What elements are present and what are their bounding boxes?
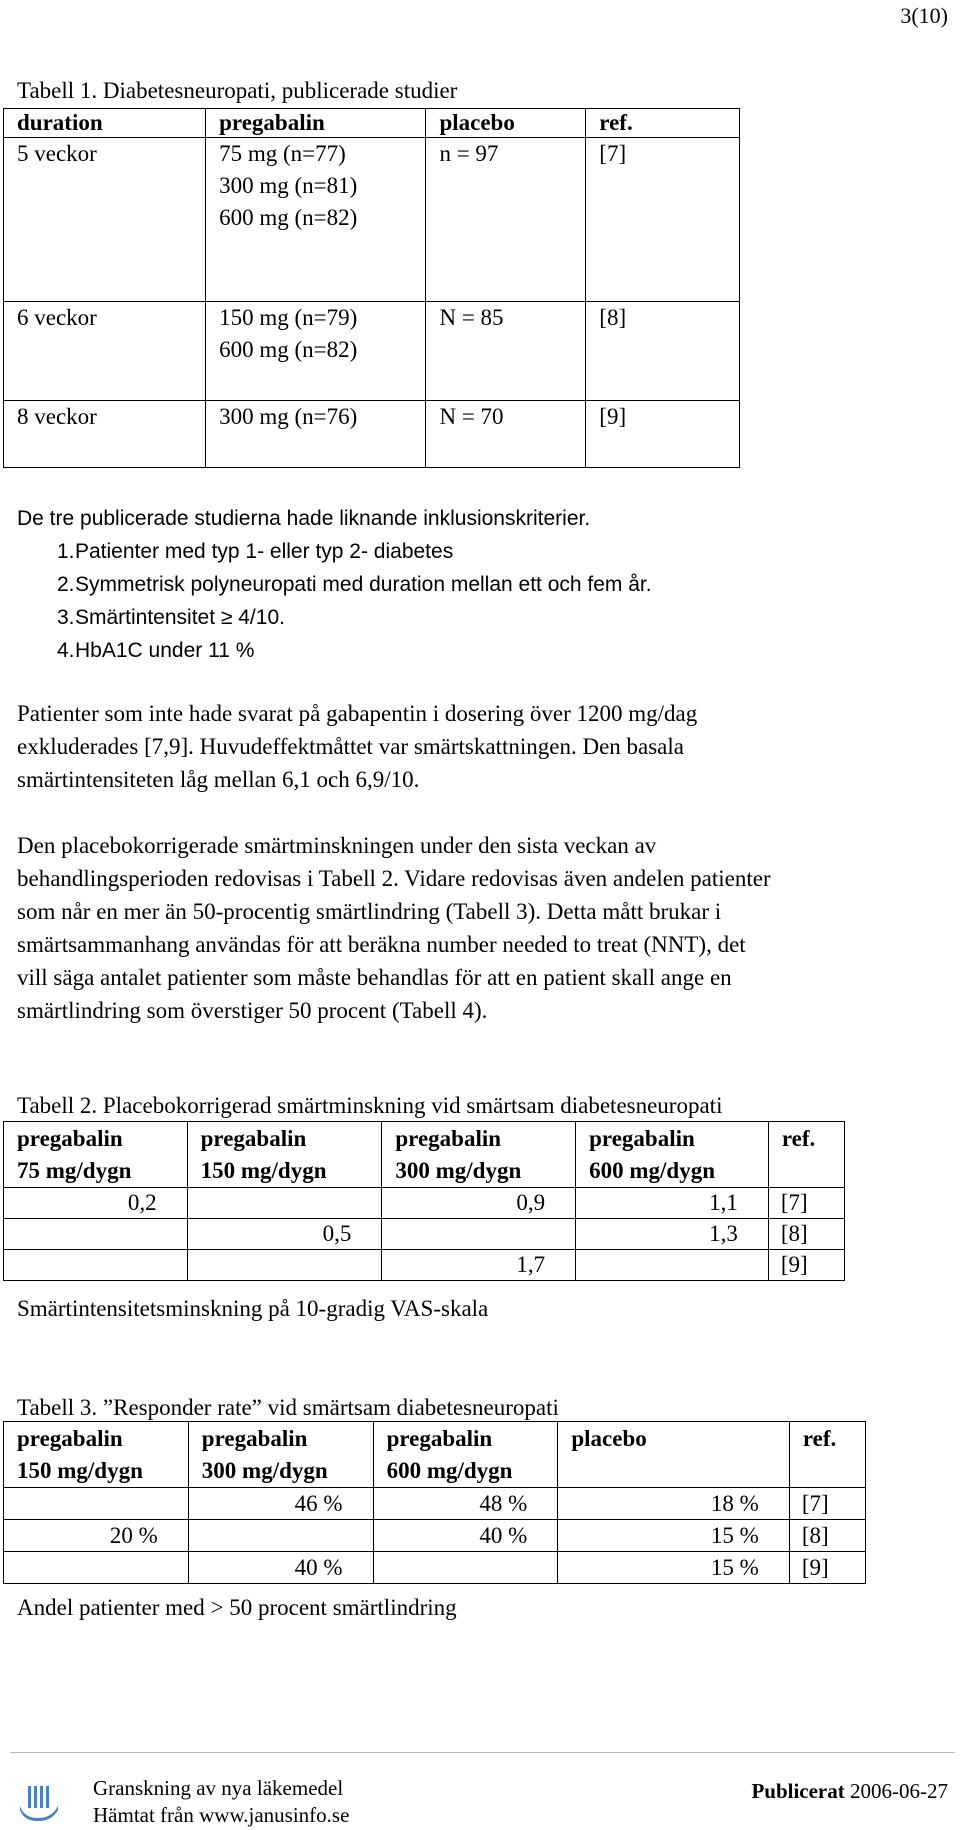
table1-cell: N = 85: [426, 302, 586, 401]
table-row: [4, 1520, 866, 1552]
table-row: [4, 1488, 866, 1520]
table3-cell: [9]: [789, 1552, 865, 1584]
table1-header: placebo: [426, 109, 586, 138]
table2-cell: 0,2: [4, 1188, 188, 1219]
table3-cell: [7]: [789, 1488, 865, 1520]
table1-cell: [8]: [586, 302, 740, 401]
table2-cell: [7]: [768, 1188, 844, 1219]
table1-cell: 5 veckor: [4, 138, 206, 302]
table2-cell: [187, 1188, 382, 1219]
table-row: [4, 1219, 845, 1250]
table3-cell: [8]: [789, 1520, 865, 1552]
table3-cell: [4, 1552, 189, 1584]
footer-divider: [10, 1752, 955, 1753]
paragraph-line: smärtsammanhang användas för att beräkna number needed to treat (NNT), det: [17, 932, 746, 957]
table1-cell: n = 97: [426, 138, 586, 302]
table1-caption: Tabell 1. Diabetesneuropati, publicerade studier: [17, 78, 458, 103]
table3-cell: 46 %: [188, 1488, 373, 1520]
published-label: Publicerat: [751, 1779, 845, 1803]
criteria-item: 3. Smärtintensitet ≥ 4/10.: [57, 606, 285, 629]
table3-cell: [373, 1552, 558, 1584]
table3-cell: 40 %: [373, 1520, 558, 1552]
table3-note: Andel patienter med > 50 procent smärtlindring: [17, 1595, 457, 1620]
table1-header: duration: [4, 109, 206, 138]
table3-header: pregabalin 300 mg/dygn: [188, 1422, 373, 1488]
table-row: [4, 1188, 845, 1219]
table1-cell: 150 mg (n=79) 600 mg (n=82): [206, 302, 426, 401]
table1-cell: [9]: [586, 401, 740, 468]
table2: [3, 1121, 845, 1281]
table1: [3, 108, 740, 468]
table2-header: pregabalin 150 mg/dygn: [187, 1122, 382, 1188]
table2-cell: [187, 1250, 382, 1281]
table2-header: pregabalin 600 mg/dygn: [576, 1122, 769, 1188]
footer-source: [93, 1775, 349, 1829]
paragraph-line: exkluderades [7,9]. Huvudeffektmåttet var smärtskattningen. Den basala: [17, 734, 684, 759]
table1-cell: 300 mg (n=76): [206, 401, 426, 468]
table3-cell: [4, 1488, 189, 1520]
table2-cell: [9]: [768, 1250, 844, 1281]
table2-cell: 1,1: [576, 1188, 769, 1219]
paragraph-line: vill säga antalet patienter som måste behandlas för att en patient skall ange en: [17, 965, 732, 990]
criteria-item: 4. HbA1C under 11 %: [57, 639, 255, 662]
table3-cell: 20 %: [4, 1520, 189, 1552]
paragraph-line: Den placebokorrigerade smärtminskningen under den sista veckan av: [17, 833, 657, 858]
table3-header: pregabalin 600 mg/dygn: [373, 1422, 558, 1488]
table2-cell: 0,9: [382, 1188, 576, 1219]
table-row: [4, 302, 740, 401]
table2-cell: [4, 1250, 188, 1281]
table-row: [4, 1552, 866, 1584]
table1-cell: [7]: [586, 138, 740, 302]
table3: [3, 1421, 866, 1584]
footer-link[interactable]: Hämtat från www.janusinfo.se: [93, 1803, 350, 1827]
table3-cell: 18 %: [558, 1488, 789, 1520]
paragraph-line: behandlingsperioden redovisas i Tabell 2. Vidare redovisas även andelen patienter: [17, 866, 771, 891]
table1-header: pregabalin: [206, 109, 426, 138]
table3-caption: Tabell 3. ”Responder rate” vid smärtsam diabetesneuropati: [17, 1395, 559, 1420]
published-date: 2006-06-27: [850, 1779, 948, 1803]
table2-caption: Tabell 2. Placebokorrigerad smärtminskning vid smärtsam diabetesneuropati: [17, 1093, 723, 1118]
table2-cell: 1,3: [576, 1219, 769, 1250]
table3-cell: 48 %: [373, 1488, 558, 1520]
table2-cell: [8]: [768, 1219, 844, 1250]
footer-title: Granskning av nya läkemedel: [93, 1776, 344, 1800]
table2-cell: 1,7: [382, 1250, 576, 1281]
table3-header: ref.: [789, 1422, 865, 1488]
table1-cell: 8 veckor: [4, 401, 206, 468]
table1-cell: 75 mg (n=77) 300 mg (n=81) 600 mg (n=82): [206, 138, 426, 302]
janus-logo-icon: [18, 1784, 60, 1822]
table1-cell: 6 veckor: [4, 302, 206, 401]
table3-header: pregabalin 150 mg/dygn: [4, 1422, 189, 1488]
table2-cell: [382, 1219, 576, 1250]
table2-header: pregabalin 300 mg/dygn: [382, 1122, 576, 1188]
table-row: [4, 401, 740, 468]
criteria-item: 1. Patienter med typ 1- eller typ 2- diabetes: [57, 540, 454, 563]
footer-published: [751, 1775, 948, 1807]
table2-header: ref.: [768, 1122, 844, 1188]
paragraph-line: smärtintensiteten låg mellan 6,1 och 6,9/10.: [17, 767, 420, 792]
table-row: [4, 1250, 845, 1281]
paragraph-line: Patienter som inte hade svarat på gabapentin i dosering över 1200 mg/dag: [17, 701, 698, 726]
table2-note: Smärtintensitetsminskning på 10-gradig VAS-skala: [17, 1296, 489, 1321]
table1-header: ref.: [586, 109, 740, 138]
criteria-item: 2. Symmetrisk polyneuropati med duration mellan ett och fem år.: [57, 573, 652, 596]
paragraph-line: smärtlindring som överstiger 50 procent (Tabell 4).: [17, 998, 488, 1023]
table1-cell: N = 70: [426, 401, 586, 468]
table2-cell: [4, 1219, 188, 1250]
table2-cell: 0,5: [187, 1219, 382, 1250]
table3-cell: 40 %: [188, 1552, 373, 1584]
table-row: [4, 138, 740, 302]
intro-text: De tre publicerade studierna hade liknande inklusionskriterier.: [17, 507, 591, 530]
table2-header: pregabalin 75 mg/dygn: [4, 1122, 188, 1188]
page-number: 3(10): [900, 3, 948, 28]
table3-cell: 15 %: [558, 1552, 789, 1584]
paragraph-line: som når en mer än 50-procentig smärtlindring (Tabell 3). Detta mått brukar i: [17, 899, 722, 924]
table3-cell: [188, 1520, 373, 1552]
table2-cell: [576, 1250, 769, 1281]
table3-cell: 15 %: [558, 1520, 789, 1552]
table3-header: placebo: [558, 1422, 789, 1488]
